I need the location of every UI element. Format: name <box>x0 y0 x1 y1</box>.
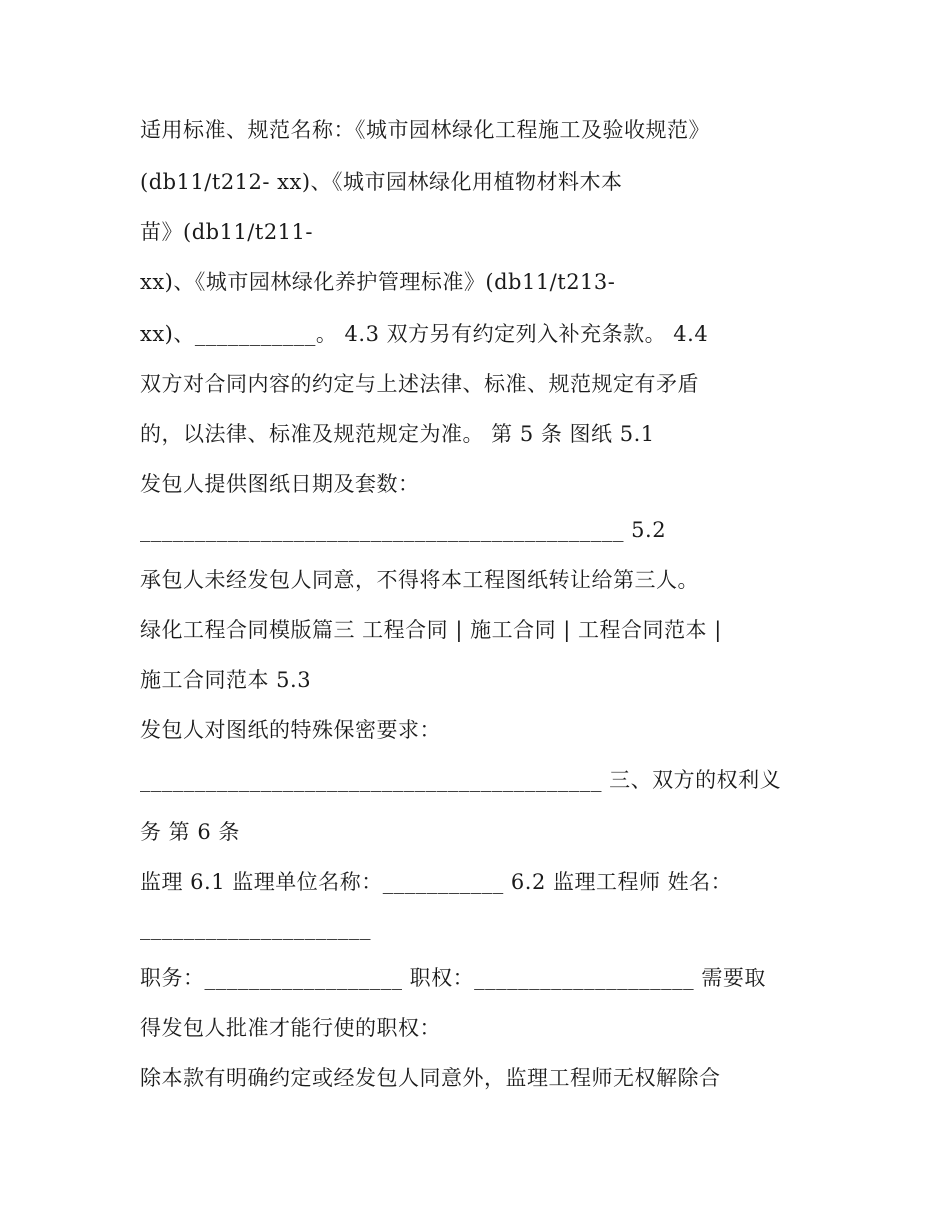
text-line: __________________________________________ 三、双方的权利义 <box>140 768 782 792</box>
text-line: 绿化工程合同模版篇三 工程合同 | 施工合同 | 工程合同范本 | <box>140 618 722 642</box>
text-line: _____________________ <box>140 916 371 940</box>
text-line: 发包人对图纸的特殊保密要求： <box>140 718 441 742</box>
text-line: 职务：__________________ 职权：____________________ 需要取 <box>140 966 766 990</box>
text-line: 监理 6.1 监理单位名称：___________ 6.2 监理工程师 姓名： <box>140 870 733 894</box>
text-line: 承包人未经发包人同意，不得将本工程图纸转让给第三人。 <box>140 568 699 592</box>
text-line: xx)、《城市园林绿化养护管理标准》(db11/t213- <box>140 270 616 294</box>
text-line: 除本款有明确约定或经发包人同意外，监理工程师无权解除合 <box>140 1066 721 1090</box>
text-line: 双方对合同内容的约定与上述法律、标准、规范规定有矛盾 <box>140 372 699 396</box>
text-line: (db11/t212- xx)、《城市园林绿化用植物材料木本 <box>140 170 623 194</box>
text-line: 适用标准、规范名称：《城市园林绿化工程施工及验收规范》 <box>140 118 710 142</box>
text-line: 的，以法律、标准及规范规定为准。 第 5 条 图纸 5.1 <box>140 422 655 446</box>
text-line: 苗》(db11/t211- <box>140 220 313 244</box>
text-line: 务 第 6 条 <box>140 820 240 844</box>
text-line: xx)、___________。 4.3 双方另有约定列入补充条款。 4.4 <box>140 322 709 346</box>
text-line: 施工合同范本 5.3 <box>140 668 312 692</box>
text-line: ____________________________________________ 5.2 <box>140 518 667 542</box>
text-line: 发包人提供图纸日期及套数： <box>140 472 420 496</box>
text-line: 得发包人批准才能行使的职权： <box>140 1016 441 1040</box>
